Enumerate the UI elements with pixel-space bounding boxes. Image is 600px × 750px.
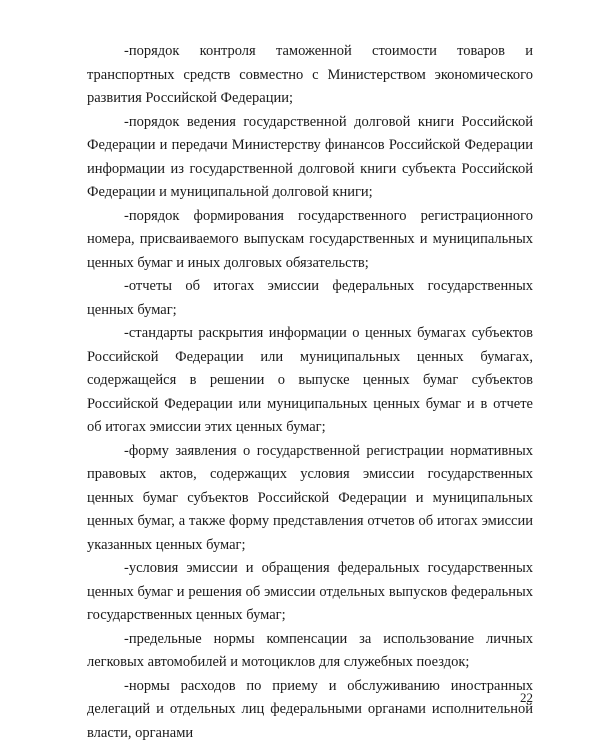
- paragraph: -порядок ведения государственной долговой книги Российской Федерации и передачи Министерству финансов Российской Федерации информации из государственной долговой книги субъекта Российской Федерации и муниципальной долговой книги;: [87, 113, 533, 200]
- paragraph: -отчеты об итогах эмиссии федеральных государственных ценных бумаг;: [87, 278, 533, 318]
- paragraph: -стандарты раскрытия информации о ценных бумагах субъектов Российской Федерации или муниципальных ценных бумагах, содержащейся в решении о выпуске ценных бумаг субъектов Российской Федерации или муниципальных ценных бумаг и в отчете об итогах эмиссии этих ценных бумаг;: [87, 325, 533, 435]
- paragraph: -нормы расходов по приему и обслуживанию иностранных делегаций и отдельных лиц федеральными органами исполнительной власти, органами: [87, 677, 533, 741]
- paragraph: -предельные нормы компенсации за использование личных легковых автомобилей и мотоциклов для служебных поездок;: [87, 630, 533, 670]
- paragraph: -порядок формирования государственного регистрационного номера, присваиваемого выпускам государственных и муниципальных ценных бумаг и иных долговых обязательств;: [87, 207, 533, 271]
- paragraph: -форму заявления о государственной регистрации нормативных правовых актов, содержащих условия эмиссии государственных ценных бумаг субъектов Российской Федерации и муниципальных ценных бумаг, а также форму представления отчетов об итогах эмиссии указанных ценных бумаг;: [87, 442, 533, 553]
- body-text: [87, 40, 533, 745]
- page-number: 22: [520, 690, 533, 705]
- paragraph: -порядок контроля таможенной стоимости товаров и транспортных средств совместно с Министерством экономического развития Российской Федерации;: [87, 43, 533, 106]
- paragraph: -условия эмиссии и обращения федеральных государственных ценных бумаг и решения об эмиссии отдельных выпусков федеральных государственных ценных бумаг;: [87, 560, 533, 623]
